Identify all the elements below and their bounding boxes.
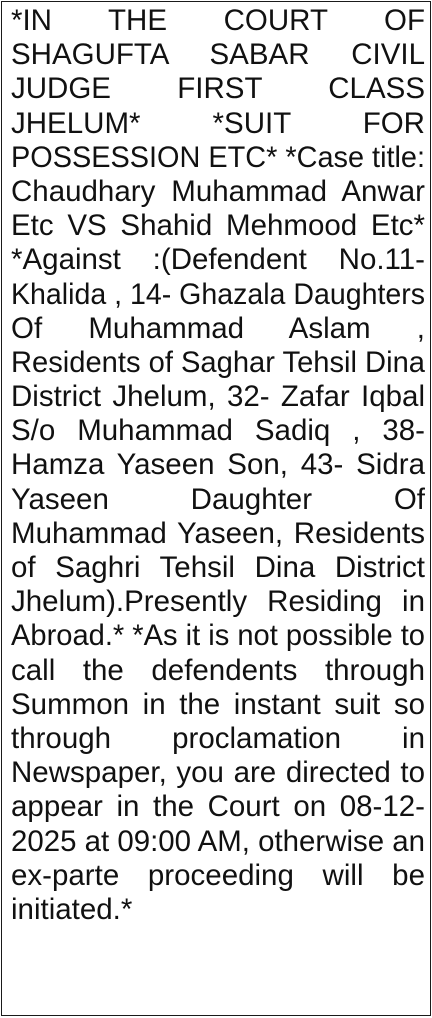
notice-line: District Jhelum, 32- Zafar Iqbal bbox=[11, 380, 425, 414]
notice-body bbox=[11, 4, 425, 927]
notice-line: POSSESSION ETC* *Case title: bbox=[11, 140, 426, 174]
notice-line: SHAGUFTA SABAR CIVIL bbox=[11, 38, 425, 72]
notice-line: initiated.* bbox=[11, 892, 133, 926]
notice-line: Of Muhammad Aslam , bbox=[11, 311, 425, 345]
notice-line: JHELUM* *SUIT FOR bbox=[11, 106, 425, 140]
notice-line: Muhammad Yaseen, Residents bbox=[11, 516, 425, 550]
notice-line: through proclamation in bbox=[11, 721, 425, 755]
notice-line: Hamza Yaseen Son, 43- Sidra bbox=[11, 448, 425, 482]
notice-line: Khalida , 14- Ghazala Daughters bbox=[11, 277, 426, 311]
notice-line: JUDGE FIRST CLASS bbox=[11, 72, 425, 106]
notice-line: Summon in the instant suit so bbox=[11, 687, 425, 721]
notice-line: ex-parte proceeding will be bbox=[11, 858, 425, 892]
notice-line: *Against :(Defendent No.11- bbox=[11, 243, 425, 277]
notice-line: Newspaper, you are directed to bbox=[11, 756, 425, 790]
court-notice bbox=[1, 1, 431, 1016]
notice-line: of Saghri Tehsil Dina District bbox=[11, 551, 425, 584]
notice-line: S/o Muhammad Sadiq , 38- bbox=[11, 414, 425, 448]
notice-line: Chaudhary Muhammad Anwar bbox=[11, 174, 425, 208]
notice-line: call the defendents through bbox=[11, 653, 425, 687]
notice-line: *IN THE COURT OF bbox=[11, 4, 425, 37]
notice-line: 2025 at 09:00 AM, otherwise an bbox=[11, 824, 426, 858]
notice-line: Residents of Saghar Tehsil Dina bbox=[11, 345, 425, 379]
notice-line: Yaseen Daughter Of bbox=[11, 482, 425, 516]
notice-line: Jhelum).Presently Residing in bbox=[11, 585, 425, 619]
notice-line: Etc VS Shahid Mehmood Etc* bbox=[11, 209, 425, 243]
notice-line: Abroad.* *As it is not possible to bbox=[11, 619, 426, 653]
notice-line: appear in the Court on 08-12- bbox=[11, 790, 425, 824]
